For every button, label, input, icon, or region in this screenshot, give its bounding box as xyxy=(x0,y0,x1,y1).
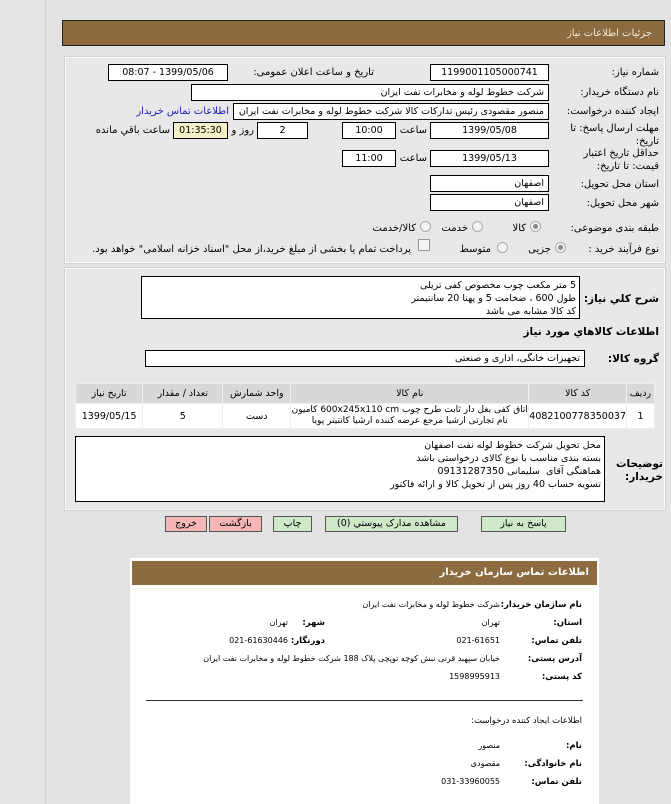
col-unit: واحد شمارش xyxy=(223,384,291,404)
table-row xyxy=(76,404,655,429)
deadline-label: مهلت ارسال پاسخ: تا تاریخ: xyxy=(570,123,659,147)
buyer-label: نام دستگاه خریدار: xyxy=(580,87,659,98)
org-label: نام سازمان خریدار: xyxy=(500,600,582,610)
validity-time-label: ساعت xyxy=(399,153,427,164)
creator-field: منصور مقصودی رئیس تدارکات کالا شرکت خطوط لوله و مخابرات نفت ایران xyxy=(233,103,549,120)
need-number-field: 1199001105000741 xyxy=(430,64,549,81)
cell-code: 4082100778350037 xyxy=(529,404,627,429)
fax-value: 021-61630446 xyxy=(229,636,288,645)
creator-label: ایجاد کننده درخواست: xyxy=(566,106,659,117)
city-label: شهر محل تحویل: xyxy=(586,198,659,209)
province-label: استان محل تحویل: xyxy=(580,179,659,190)
cell-qty: 5 xyxy=(143,404,223,429)
print-button[interactable]: چاپ xyxy=(273,516,312,532)
col-row: ردیف xyxy=(627,384,655,404)
postal-label: کد پستی: xyxy=(541,672,582,682)
creator-phone-label: تلفن تماس: xyxy=(531,777,582,787)
items-title: اطلاعات كالاهاي مورد نياز xyxy=(523,326,659,338)
category-both-label: کالا/خدمت xyxy=(372,223,416,234)
process-radio-medium[interactable] xyxy=(497,242,508,253)
group-label: گروه کالا: xyxy=(607,353,659,365)
cell-row: 1 xyxy=(627,404,655,429)
category-radio-goods[interactable] xyxy=(530,221,541,232)
address-label: آدرس پستی: xyxy=(527,654,582,664)
contact-dialog-title: اطلاعات تماس سازمان خریدار xyxy=(132,561,597,585)
name-value: منصور xyxy=(478,741,500,750)
description-label: شرح كلي نياز: xyxy=(583,293,659,305)
category-goods-label: کالا xyxy=(512,223,526,234)
announce-label: تاریخ و ساعت اعلان عمومی: xyxy=(253,67,374,78)
org-value: شرکت خطوط لوله و مخابرات نفت ایران xyxy=(362,600,500,609)
remaining-label: ساعت باقي مانده xyxy=(95,125,170,136)
remaining-time-field: 01:35:30 xyxy=(173,122,228,139)
phone-value: 021-61651 xyxy=(456,636,500,645)
postal-value: 1598995913 xyxy=(449,672,500,681)
creator-info-title: اطلاعات ایجاد کننده درخواست: xyxy=(471,716,582,726)
validity-time-field: 11:00 xyxy=(342,150,396,167)
validity-date-field: 1399/05/13 xyxy=(430,150,549,167)
notes-label: توضیحات خریدار: xyxy=(615,458,663,483)
buyer-contact-link[interactable]: اطلاعات تماس خریدار xyxy=(136,106,229,117)
process-minor-label: جزیی xyxy=(528,244,551,255)
city-value: تهران xyxy=(269,618,288,627)
col-date: تاریخ نیاز xyxy=(76,384,143,404)
province-value: تهران xyxy=(481,618,500,627)
process-radio-minor[interactable] xyxy=(555,242,566,253)
cell-unit: دست xyxy=(223,404,291,429)
reply-button[interactable]: پاسخ به نیاز xyxy=(481,516,566,532)
cell-name: اتاق کفی بغل دار ثابت طرح چوب 600x245x110 cm کامیون نام تجارتی ارشیا مرجع عرضه کننده ارشیا کانتینر پویا xyxy=(291,404,529,429)
deadline-date-field: 1399/05/08 xyxy=(430,122,549,139)
table-header-row xyxy=(76,384,655,404)
city-label: شهر: xyxy=(302,618,325,628)
validity-label: حداقل تاریخ اعتبار قیمت: تا تاریخ: xyxy=(583,148,659,172)
address-value: خیابان سپهبد قرنی نبش کوچه توپچی پلاک 188 شرکت خطوط لوله و مخابرات نفت ایران xyxy=(203,654,500,663)
fax-label: دورنگار: xyxy=(290,636,325,646)
left-strip xyxy=(0,0,46,804)
need-number-label: شماره نیاز: xyxy=(611,67,659,78)
items-table xyxy=(75,383,655,429)
category-label: طبقه بندی موضوعی: xyxy=(570,223,659,234)
page-header: جزئیات اطلاعات نیاز xyxy=(62,20,665,46)
days-field: 2 xyxy=(257,122,308,139)
announce-field: 1399/05/06 - 08:07 xyxy=(108,64,228,81)
city-field: اصفهان xyxy=(430,194,549,211)
exit-button[interactable]: خروج xyxy=(165,516,207,532)
province-label: استان: xyxy=(553,618,582,628)
cell-date: 1399/05/15 xyxy=(76,404,143,429)
col-name: نام کالا xyxy=(291,384,529,404)
category-radio-both[interactable] xyxy=(420,221,431,232)
name-label: نام: xyxy=(565,741,582,751)
notes-textarea[interactable]: محل تحویل شرکت خطوط لوله نفت اصفهان بسته بندی مناسب با نوع کالای درخواستی باشد هماهنگی آقای سلیمانی 09131287350 تسویه حساب 40 روز پس از تحویل کالا و ارائه فاکتور xyxy=(75,436,605,502)
process-medium-label: متوسط xyxy=(459,244,491,255)
divider xyxy=(146,700,583,701)
process-label: نوع فرآیند خرید : xyxy=(588,244,659,255)
category-radio-service[interactable] xyxy=(472,221,483,232)
province-field: اصفهان xyxy=(430,175,549,192)
treasury-payment-checkbox[interactable] xyxy=(418,239,430,251)
category-service-label: خدمت xyxy=(441,223,468,234)
family-label: نام خانوادگی: xyxy=(524,759,582,769)
deadline-time-field: 10:00 xyxy=(342,122,396,139)
family-value: مقصودی xyxy=(470,759,500,768)
back-button[interactable]: بازگشت xyxy=(209,516,262,532)
payment-note: پرداخت تمام یا بخشی از مبلغ خرید،از محل "اسناد خزانه اسلامی" خواهد بود. xyxy=(92,244,411,255)
group-field: تجهیزات خانگی، اداری و صنعتی xyxy=(145,350,585,367)
phone-label: تلفن تماس: xyxy=(531,636,582,646)
buyer-field: شرکت خطوط لوله و مخابرات نفت ایران xyxy=(191,84,549,101)
deadline-time-label: ساعت xyxy=(399,125,427,136)
creator-phone-value: 031-33960055 xyxy=(441,777,500,786)
col-qty: تعداد / مقدار xyxy=(143,384,223,404)
col-code: کد کالا xyxy=(529,384,627,404)
days-label: روز و xyxy=(231,125,254,136)
description-textarea[interactable]: 5 متر مکعب چوب مخصوص کفی تریلی طول 600 ، ضخامت 5 و پهنا 20 سانتیمتر کد کالا مشابه می باشد xyxy=(141,276,580,319)
attachments-button[interactable]: مشاهده مدارک پیوستي (0) xyxy=(325,516,458,532)
